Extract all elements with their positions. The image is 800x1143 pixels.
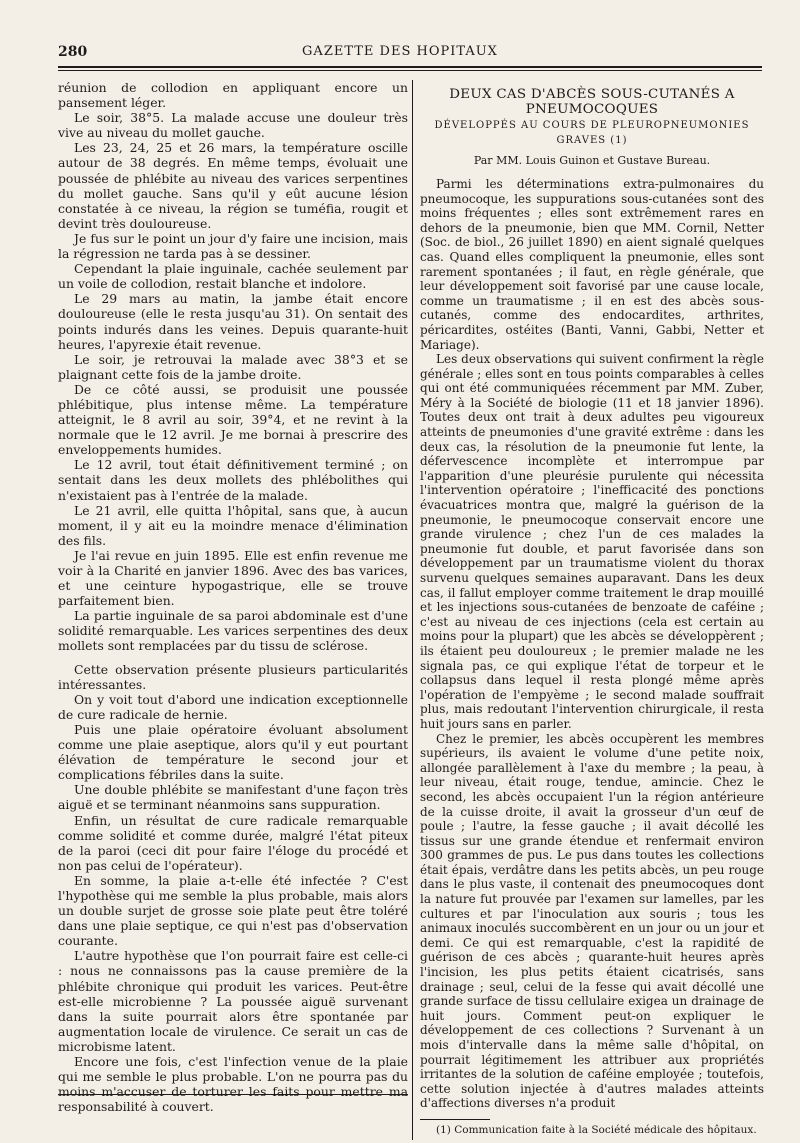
paragraph: Encore une fois, c'est l'infection venue de la plaie qui me semble le plus probable. L'on ne pourra pas du moins m'accuser de torturer les faits pour mettre ma responsabilité à couvert. <box>58 1054 408 1115</box>
paragraph: La partie inguinale de sa paroi abdominale est d'une solidité remarquable. Les varices serpentines des deux mollets sont remplacées par du tissu de sclérose. <box>58 608 408 654</box>
paragraph: réunion de collodion en appliquant encore un pansement léger. <box>58 80 408 111</box>
left-column <box>58 80 408 1114</box>
paragraph: Une double phlébite se manifestant d'une façon très aiguë et se terminant néanmoins sans suppuration. <box>58 782 408 813</box>
paragraph: De ce côté aussi, se produisit une poussée phlébitique, plus intense même. La température atteignit, le 8 avril au soir, 39°4, et ne revint à la normale que le 12 avril. Je me bornai à prescrire des enveloppements humides. <box>58 381 408 458</box>
paragraph: Le soir, je retrouvai la malade avec 38°3 et se plaignant cette fois de la jambe droite. <box>58 351 408 382</box>
right-column <box>420 88 764 1137</box>
paragraph: Le 12 avril, tout était définitivement terminé ; on sentait dans les deux mollets des phlébolithes qui n'existaient pas à l'entrée de la malade. <box>58 457 408 503</box>
paragraph: Je l'ai revue en juin 1895. Elle est enfin revenue me voir à la Charité en janvier 1896. Avec des bas varices, et une ceinture hypogastrique, elle se trouve parfaitement bien. <box>58 547 408 609</box>
footnote-rule <box>420 1119 490 1120</box>
footnote: (1) Communication faite à la Société médicale des hôpitaux. <box>436 1123 757 1136</box>
paragraph: Cependant la plaie inguinale, cachée seulement par un voile de collodion, restait blanche et indolore. <box>58 261 408 292</box>
paragraph: Le 29 mars au matin, la jambe était encore douloureuse (elle le resta jusqu'au 31). On sentait des points indurés dans les veines. Depuis quarante-huit heures, l'apyrexie était revenue. <box>58 291 408 352</box>
article-subtitle: DÉVELOPPÉS AU COURS DE PLEUROPNEUMONIES GRAVES (1) <box>434 120 750 146</box>
paragraph: Le 21 avril, elle quitta l'hôpital, sans que, à aucun moment, il y ait eu la moindre menace d'élimination des fils. <box>58 502 408 548</box>
page-number: 280 <box>58 44 88 60</box>
paragraph: Chez le premier, les abcès occupèrent les membres supérieurs, ils avaient le volume d'une petite noix, allongée parallèlement à l'axe du membre ; la peau, à leur niveau, était rouge, tendue, amincie. Chez le second, les abcès occupaient l'un la région antérieure de la cuisse droite, il avait la grosseur d'un œuf de poule ; l'autre, la fesse gauche ; il avait décollé les tissus sur une grande étendue et renfermait environ 300 grammes de pus. Le pus dans toutes les collections était épais, verdâtre dans les petits abcès, un peu rouge dans le plus vaste, il contenait des pneumocoques dont la nature fut prouvée par l'examen sur lamelles, par les cultures et par l'inoculation aux souris ; tous les animaux inoculés succombèrent en un jour ou un jour et demi. Ce qui est remarquable, c'est la rapidité de guérison de ces abcès ; quarante-huit heures après l'incision, les plus petits étaient cicatrisés, sans drainage ; seul, celui de la fesse qui avait décollé une grande surface de tissu cellulaire exigea un drainage de huit jours. Comment peut-on expliquer le développement de ces collections ? Survenant à un mois d'intervalle dans la même salle d'hôpital, on pourrait légitimement les attribuer aux propriétés irritantes de la solution de caféine employée ; toutefois, cette solution injectée à d'autres malades atteints d'affections diverses n'a produit <box>420 731 764 1111</box>
paragraph: Puis une plaie opératoire évoluant absolument comme une plaie aseptique, alors qu'il y eut pourtant élévation de température le second jour et complications fébriles dans la suite. <box>58 721 408 783</box>
article-byline: Par MM. Louis Guinon et Gustave Bureau. <box>473 154 711 168</box>
paragraph: On y voit tout d'abord une indication exceptionnelle de cure radicale de hernie. <box>58 691 408 722</box>
column-divider <box>412 80 413 1140</box>
paragraph: Les 23, 24, 25 et 26 mars, la température oscille autour de 38 degrés. En même temps, évoluait une poussée de phlébite au niveau des varices serpentines du mollet gauche. Sans qu'il y eût aucune lésion constatée à ce niveau, la région se tuméfia, rougit et devint très douloureuse. <box>58 140 408 231</box>
left-column-end-rule <box>58 1094 408 1095</box>
paragraph: L'autre hypothèse que l'on pourrait faire est celle-ci : nous ne connaissons pas la cause première de la phlébite chronique qui produit les varices. Peut-être est-elle microbienne ? La poussée aiguë survenant dans la suite pourrait alors être spontanée par augmentation locale de virulence. Ce serait un cas de microbisme latent. <box>58 948 408 1054</box>
running-title: GAZETTE DES HOPITAUX <box>302 44 498 59</box>
paragraph: Je fus sur le point un jour d'y faire une incision, mais la régression ne tarda pas à se dessiner. <box>58 230 408 262</box>
article-title: DEUX CAS D'ABCÈS SOUS-CUTANÉS A PNEUMOCOQUES <box>449 87 735 117</box>
paragraph: Cette observation présente plusieurs particularités intéressantes. <box>58 661 408 692</box>
paragraph: Parmi les déterminations extra-pulmonaires du pneumocoque, les suppurations sous-cutanées sont des moins fréquentes ; elles sont extrêmement rares en dehors de la pneumonie, bien que MM. Cornil, Netter (Soc. de biol., 26 juillet 1890) en aient signalé quelques cas. Quand elles compliquent la pneumonie, elles sont rarement spontanées ; il faut, en règle générale, que leur développement soit favorisé par une cause locale, comme un traumatisme ; il en est des abcès sous-cutanés, comme des endocardites, arthrites, péricardites, ostéites (Banti, Vanni, Gabbi, Netter et Mariage). <box>420 176 764 352</box>
paragraph: Le soir, 38°5. La malade accuse une douleur très vive au niveau du mollet gauche. <box>58 110 408 141</box>
header-rule-thick <box>58 66 762 68</box>
header-rule-thin <box>58 70 762 71</box>
paragraph: Les deux observations qui suivent confirment la règle générale ; elles sont en tous points comparables à celles qui ont été communiquées récemment par MM. Zuber, Méry à la Société de biologie (11 et 18 janvier 1896). Toutes deux ont trait à deux adultes peu vigoureux atteints de pneumonies d'une gravité extrême : dans les deux cas, la résolution de la pneumonie fut lente, la défervescence incomplète et interrompue par l'apparition d'une pleurésie purulente qui nécessita l'intervention opératoire ; l'inefficacité des ponctions évacuatrices montra que, malgré la guérison de la pneumonie, le pneumocoque conservait encore une grande virulence ; chez l'un de ces malades la pneumonie fut double, et parut favorisée dans son développement par un traumatisme violent du thorax survenu quelques semaines auparavant. Dans les deux cas, il fallut employer comme traitement le drap mouillé et les injections sous-cutanées de benzoate de caféine ; c'est au niveau de ces injections (cela est certain au moins pour la plupart) que les abcès se développèrent ; ils étaient peu douloureux ; le premier malade ne les signala pas, ce qui explique l'état de torpeur et le collapsus dans lequel il resta plongé même après l'opération de l'empyème ; le second malade souffrait plus, mais redoutant l'intervention chirurgicale, il resta huit jours sans en parler. <box>420 352 764 731</box>
paragraph: Enfin, un résultat de cure radicale remarquable comme solidité et comme durée, malgré l'état piteux de la paroi (ceci dit pour faire l'éloge du procédé et non pas celui de l'opérateur). <box>58 812 408 873</box>
paragraph: En somme, la plaie a-t-elle été infectée ? C'est l'hypothèse qui me semble la plus probable, mais alors un double surjet de grosse soie plate peut être toléré dans une plaie septique, ce qui n'est pas d'observation courante. <box>58 872 408 949</box>
